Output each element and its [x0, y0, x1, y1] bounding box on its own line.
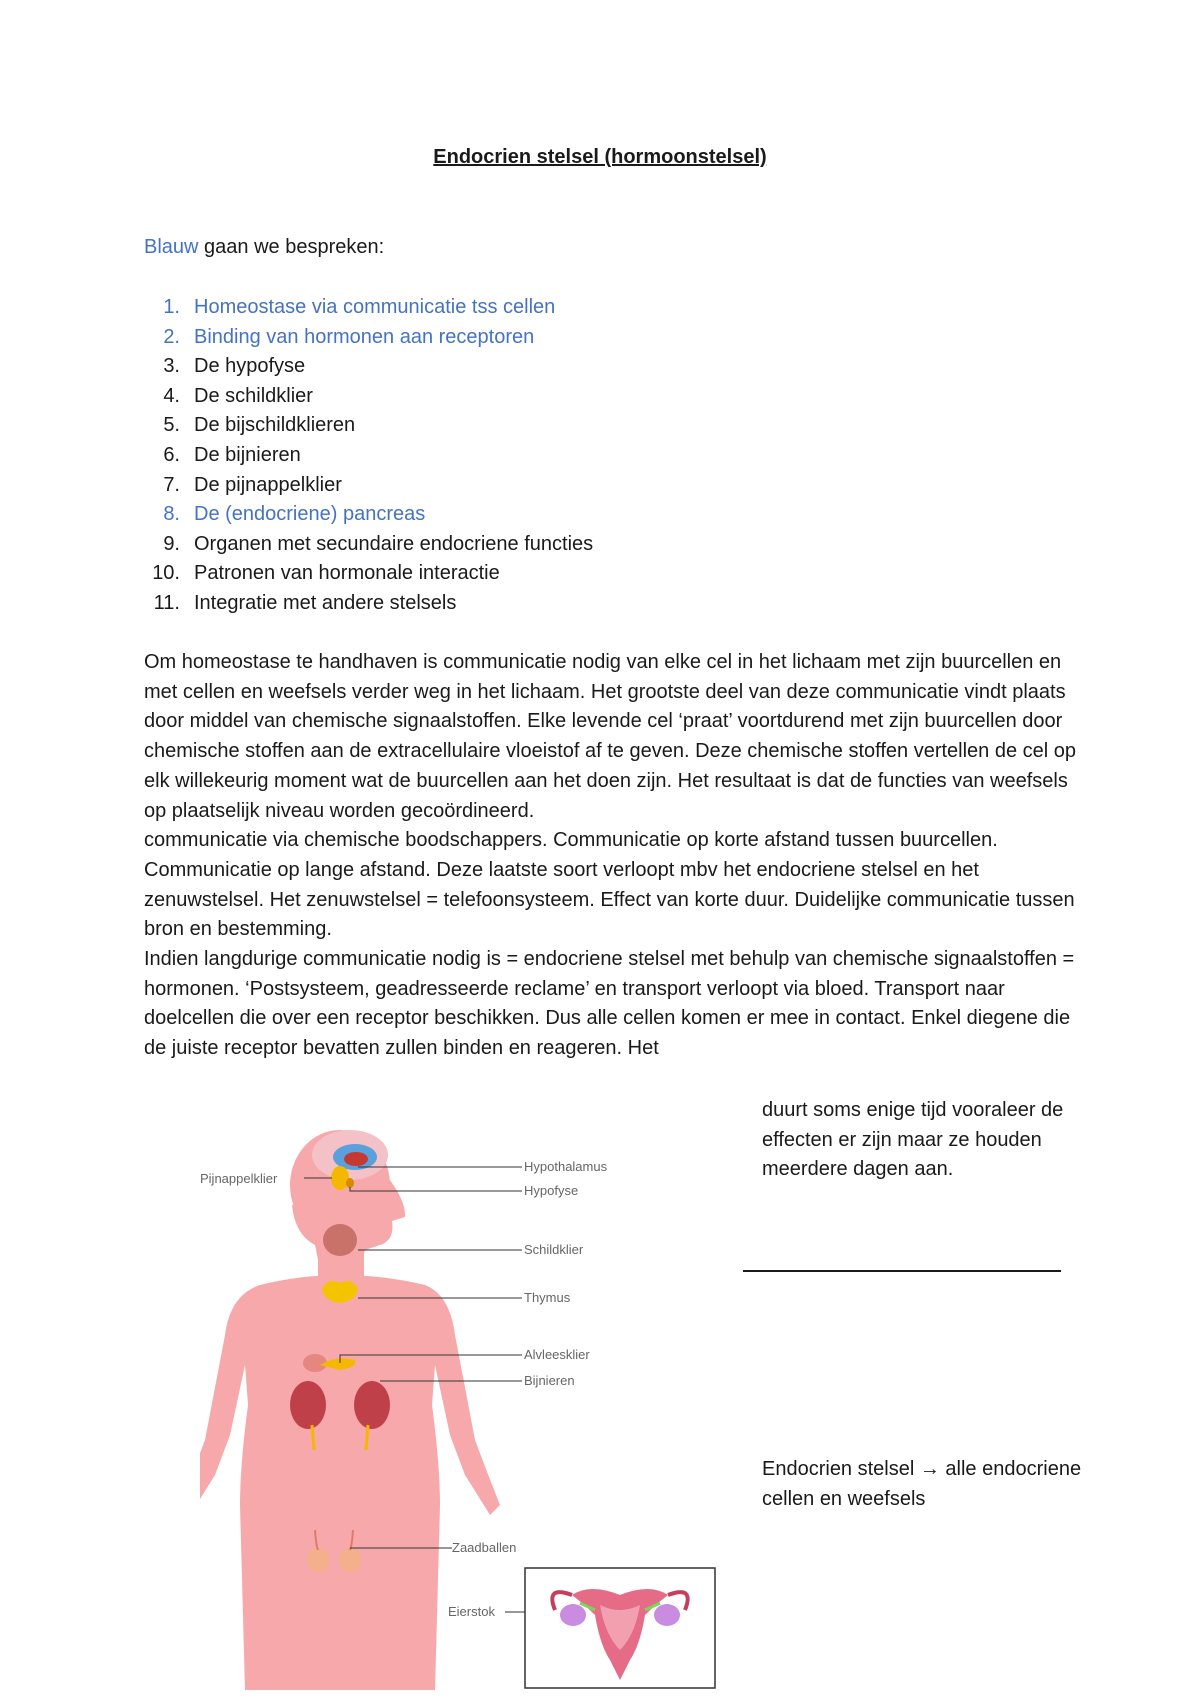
intro-blue-word: Blauw — [144, 236, 199, 258]
topic-item — [144, 441, 593, 471]
paragraph-3: Indien langdurige communicatie nodig is = endocriene stelsel met behulp van chemische signaalstoffen = hormonen. ‘Postsysteem, geadresseerde reclame’ en transport verloopt via bloed. Transport naar doelcellen die over een receptor beschikken. Dus alle cellen komen er mee in contact. Enkel diegene die de juiste receptor bevatten zullen binden en reageren. Het — [144, 948, 1075, 1060]
topic-text: De pijnappelklier — [194, 473, 342, 496]
label-pineal: Pijnappelklier — [200, 1171, 278, 1186]
topic-text: De schildklier — [194, 384, 313, 407]
endocrine-illustration — [200, 1105, 720, 1690]
topic-text: Integratie met andere stelsels — [194, 591, 457, 614]
topic-number: 6. — [163, 443, 180, 466]
brain — [312, 1130, 388, 1180]
topic-item — [144, 589, 593, 619]
topic-text: Patronen van hormonale interactie — [194, 562, 500, 585]
topic-text: De bijnieren — [194, 443, 301, 466]
topic-text: Homeostase via communicatie tss cellen — [194, 296, 556, 318]
topic-text: De (endocriene) pancreas — [194, 503, 426, 526]
intro-rest: gaan we bespreken: — [198, 236, 385, 258]
horizontal-rule — [743, 1270, 1061, 1272]
topic-number: 7. — [163, 473, 180, 496]
label-ovary: Eierstok — [448, 1604, 495, 1619]
side-note-duration: duurt soms enige tijd vooraleer de effecten er zijn maar ze houden meerdere dagen aan. — [762, 1099, 1064, 1181]
thyroid-organ — [323, 1224, 357, 1256]
topic-number: 5. — [163, 414, 180, 437]
topic-item — [144, 471, 593, 501]
topic-text: De bijschildklieren — [194, 414, 356, 437]
topic-number: 2. — [163, 325, 180, 348]
paragraph-2: communicatie via chemische boodschappers. Communicatie op korte afstand tussen buurcellen. Communicatie op lange afstand. Deze laatste soort verloopt mbv het endocriene stelsel en het zenuwstelsel. Het zenuwstelsel = telefoonsysteem. Effect van korte duur. Duidelijke communicatie tussen bron en bestemming. — [144, 829, 1075, 941]
topic-item — [144, 352, 593, 382]
topic-item — [144, 500, 593, 530]
side-note-definition: Endocrien stelsel → alle endocriene cellen en weefsels — [762, 1458, 1082, 1510]
topic-number: 11. — [153, 591, 180, 614]
body-text — [144, 648, 1084, 1064]
label-adrenals: Bijnieren — [524, 1373, 575, 1388]
topic-number: 4. — [163, 384, 180, 407]
topic-number: 9. — [163, 532, 180, 555]
paragraph-1: Om homeostase te handhaven is communicatie nodig van elke cel in het lichaam met zijn buurcellen en met cellen en weefsels verder weg in het lichaam. Het grootste deel van deze communicatie vindt plaats door middel van chemische signaalstoffen. Elke levende cel ‘praat’ voortdurend met zijn buurcellen door chemische stoffen aan de extracellulaire vloeistof af te geven. Deze chemische stoffen vertellen de cel op elk willekeurig moment wat de buurcellen aan het doen zijn. Het resultaat is dat de functies van weefsels op plaatselijk niveau worden gecoördineerd. — [144, 651, 1077, 822]
topic-number: 3. — [163, 355, 180, 378]
label-pancreas: Alvleesklier — [524, 1347, 590, 1362]
topic-number: 8. — [163, 503, 180, 526]
topics-list — [144, 293, 593, 619]
label-testes: Zaadballen — [452, 1540, 517, 1555]
topic-item — [144, 382, 593, 412]
topic-number: 1. — [163, 296, 180, 318]
topic-item — [144, 293, 593, 323]
label-thyroid: Schildklier — [524, 1242, 584, 1257]
topic-item — [144, 530, 593, 560]
topic-text: De hypofyse — [194, 355, 306, 378]
intro-line — [144, 236, 384, 259]
label-hypothalamus: Hypothalamus — [524, 1159, 608, 1174]
topic-number: 10. — [152, 562, 180, 585]
topic-item — [144, 411, 593, 441]
topic-text: Binding van hormonen aan receptoren — [194, 325, 535, 348]
label-pituitary: Hypofyse — [524, 1183, 579, 1198]
topic-item — [144, 559, 593, 589]
topic-item — [144, 323, 593, 353]
topic-text: Organen met secundaire endocriene functies — [194, 532, 594, 555]
document-title: Endocrien stelsel (hormoonstelsel) — [433, 146, 767, 168]
endocrine-system-figure — [200, 1105, 720, 1690]
label-thymus: Thymus — [524, 1290, 571, 1305]
